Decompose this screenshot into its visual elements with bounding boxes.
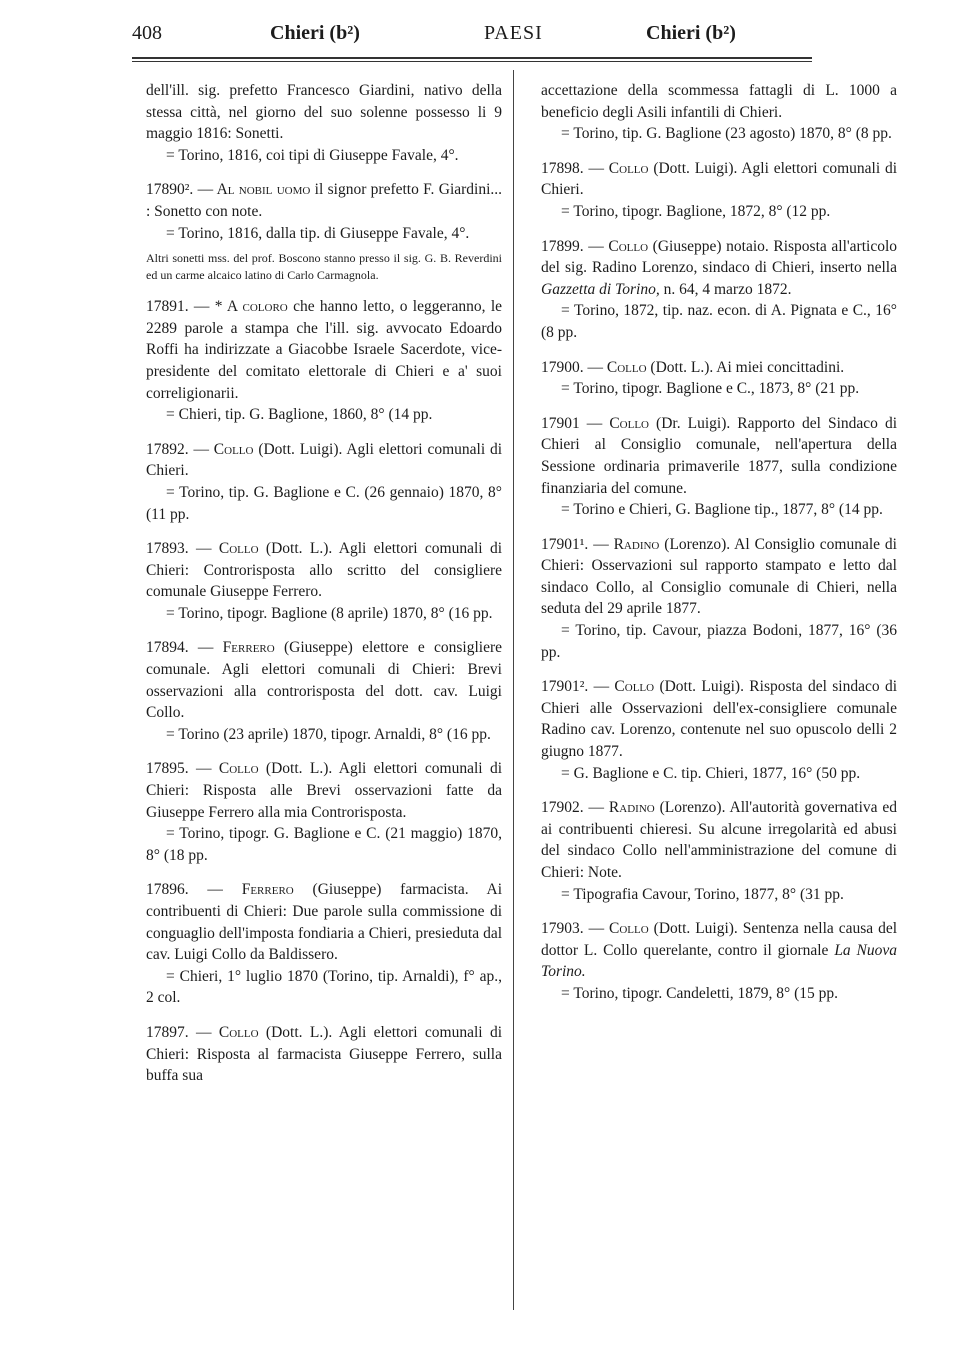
entry-continuation — [146, 80, 502, 166]
entry-number: 17891. — [146, 298, 189, 316]
entry-imprint: = Chieri, 1° luglio 1870 (Torino, tip. Arnaldi), f° ap., 2 col. — [146, 967, 502, 1007]
entry-body: (Dott. Luigi). Sentenza nella causa del dottor L. Collo querelante, contro il giornale — [541, 920, 898, 959]
right-column — [541, 80, 897, 1018]
entry-body: (Dott. Luigi). Risposta del sindaco di Chieri alle Osservazioni dell'ex-consigliere comunale Radino cav. Lorenzo, contenute nel suo opuscolo delli 2 giugno 1877. — [541, 678, 898, 761]
entry-number: 17893. — [146, 540, 189, 558]
entry-lead: — Collo — [588, 920, 649, 938]
entry-17893 — [146, 538, 502, 624]
entry-17890-2 — [146, 179, 502, 283]
entry-lead: — Al nobil uomo — [197, 181, 311, 199]
entry-imprint: = Torino, tipogr. Candeletti, 1879, 8° (15 pp. — [561, 984, 839, 1002]
entry-imprint: = Torino e Chieri, G. Baglione tip., 1877, 8° (14 pp. — [561, 501, 883, 519]
entry-body-end: n. 64, 4 marzo 1872. — [663, 280, 792, 298]
entry-number: 17901². — [541, 678, 589, 696]
entry-lead: — Ferrero — [197, 639, 275, 657]
entry-imprint: = G. Baglione e C. tip. Chieri, 1877, 16° (50 pp. — [561, 764, 861, 782]
entry-imprint: = Torino (23 aprile) 1870, tipogr. Arnaldi, 8° (16 pp. — [166, 725, 491, 743]
entry-body: (Giuseppe) farmacista. Ai contribuenti di Chieri: Due parole sulla commissione di conguaglio dell'imposta fondiaria a Chieri, presieduta dal cav. Luigi Collo da Baldissero. — [146, 881, 503, 964]
entry-17895 — [146, 758, 502, 866]
entry-lead: — * A coloro — [193, 298, 288, 316]
entry-body: (Dott. Luigi). Agli elettori comunali di Chieri. — [541, 159, 898, 199]
entry-17894 — [146, 637, 502, 745]
entry-lead: — Collo — [588, 159, 649, 177]
entry-imprint: = Torino, tipogr. Baglione (8 aprile) 1870, 8° (16 pp. — [166, 604, 493, 622]
entry-italic-title: Gazzetta di Torino, — [541, 280, 660, 298]
entry-17900 — [541, 357, 897, 400]
entry-lead: — Radino — [593, 535, 660, 553]
entry-number: 17897. — [146, 1023, 189, 1041]
entry-body: (Dott. L.). Ai miei concittadini. — [650, 358, 845, 376]
entry-imprint: = Chieri, tip. G. Baglione, 1860, 8° (14 pp. — [166, 406, 433, 424]
entry-number: 17899. — [541, 237, 584, 255]
page-number: 408 — [132, 22, 162, 44]
entry-17903 — [541, 918, 897, 1004]
entry-body: (Dott. Luigi). Agli elettori comunali di Chieri. — [146, 440, 503, 480]
entry-body: (Lorenzo). Al Consiglio comunale di Chieri: Osservazioni sul rapporto stampato e letto dal sindaco Collo, al Consiglio comunale di Chieri, nella seduta del 29 aprile 1877. — [541, 535, 897, 618]
entry-17901-2 — [541, 676, 897, 784]
entry-continuation — [541, 80, 897, 145]
entry-body: il signor prefetto F. Giardini... : Sonetto con note. — [146, 181, 503, 220]
column-divider — [513, 70, 514, 1310]
header-center-title: PAESI — [484, 22, 543, 44]
entry-lead: — Radino — [588, 799, 655, 817]
header-right-title: Chieri (b²) — [646, 22, 736, 44]
entry-lead: — Collo — [196, 760, 259, 778]
entry-17892 — [146, 439, 502, 525]
entry-number: 17890². — [146, 181, 194, 199]
entry-imprint: = Torino, tip. G. Baglione (23 agosto) 1870, 8° (8 pp. — [561, 125, 892, 143]
entry-number: 17898. — [541, 159, 584, 177]
entry-lead: — Collo — [193, 440, 254, 458]
entry-body: (Giuseppe) notaio. Risposta all'articolo del sig. Radino Lorenzo, sindaco di Chieri, inserto nella — [541, 237, 898, 277]
header-left-title: Chieri (b²) — [270, 22, 360, 44]
entry-imprint: = Torino, 1816, coi tipi di Giuseppe Favale, 4°. — [166, 146, 459, 164]
entry-17891 — [146, 296, 502, 426]
entry-17898 — [541, 158, 897, 223]
entry-17899 — [541, 236, 897, 344]
entry-body: (Giuseppe) elettore e consigliere comunale. Agli elettori comunali di Chieri: Brevi osservazioni alla controrisposta del dott. cav. Luigi Collo. — [146, 639, 503, 722]
entry-number: 17903. — [541, 920, 584, 938]
entry-imprint: = Tipografia Cavour, Torino, 1877, 8° (31 pp. — [561, 885, 844, 903]
entry-body: (Dott. L.). Agli elettori comunali di Chieri: Controrisposta allo scritto del consigliere comunale Giuseppe Ferrero. — [146, 540, 503, 601]
entry-17902 — [541, 797, 897, 905]
entry-17901 — [541, 413, 897, 521]
running-header — [132, 20, 812, 54]
entry-imprint: = Torino, tipogr. G. Baglione e C. (21 maggio) 1870, 8° (18 pp. — [146, 825, 502, 864]
entry-number: 17901 — [541, 414, 580, 432]
entry-lead: — Collo — [196, 540, 259, 558]
entry-imprint: = Torino, 1816, dalla tip. di Giuseppe Favale, 4°. — [166, 224, 470, 242]
entry-body: (Dr. Luigi). Rapporto del Sindaco di Chieri al Consiglio comunale, nell'apertura della Sessione ordinaria primaverile 1877, sulla condizione finanziaria del comune. — [541, 414, 898, 497]
entry-lead: — Collo — [196, 1023, 259, 1041]
entry-number: 17901¹. — [541, 535, 589, 553]
entry-number: 17894. — [146, 639, 189, 657]
entry-imprint: = Torino, 1872, tip. naz. econ. di A. Pignata e C., 16° (8 pp. — [541, 302, 897, 341]
entry-lead: — Collo — [588, 237, 649, 255]
entry-imprint: = Torino, tipogr. Baglione, 1872, 8° (12 pp. — [561, 202, 831, 220]
entry-imprint: = Torino, tipogr. Baglione e C., 1873, 8° (21 pp. — [561, 380, 860, 398]
entry-note: Altri sonetti mss. del prof. Boscono stanno presso il sig. G. B. Reverdini ed un carme alcaico latino di Carlo Carmagnola. — [146, 251, 502, 282]
entry-body: che hanno letto, o leggeranno, le 2289 parole a stampa che l'ill. sig. avvocato Edoardo Roffi ha indirizzate a Giacobbe Israele Sacerdote, vice-presidente del comitato elettorale di Chieri e a' suoi correligionarii. — [146, 298, 503, 402]
entry-lead: — Collo — [593, 678, 655, 696]
header-rule — [132, 57, 812, 62]
entry-number: 17895. — [146, 760, 189, 778]
left-column — [146, 80, 502, 1100]
entry-17897 — [146, 1022, 502, 1087]
entry-number: 17896. — [146, 881, 189, 899]
entry-body: accettazione della scommessa fattagli di L. 1000 a beneficio degli Asili infantili di Chieri. — [541, 82, 897, 121]
entry-italic-title: La Nuova Torino. — [541, 941, 898, 981]
entry-imprint: = Torino, tip. G. Baglione e C. (26 gennaio) 1870, 8° (11 pp. — [146, 483, 502, 523]
entry-imprint: = Torino, tip. Cavour, piazza Bodoni, 1877, 16° (36 pp. — [541, 622, 897, 661]
entry-17896 — [146, 879, 502, 1009]
entry-number: 17900. — [541, 358, 584, 376]
entry-number: 17892. — [146, 440, 189, 458]
entry-body: (Dott. L.). Agli elettori comunali di Chieri: Risposta alle Brevi osservazioni fatte da Giuseppe Ferrero alla mia Controrisposta. — [146, 760, 503, 821]
entry-lead: — Ferrero — [207, 881, 294, 899]
entry-body: dell'ill. sig. prefetto Francesco Giardini, nativo della stessa città, nel giorno del suo solenne possesso li 9 maggio 1816: Sonetti. — [146, 82, 502, 143]
entry-number: 17902. — [541, 799, 584, 817]
entry-17901-1 — [541, 534, 897, 664]
entry-lead: — Collo — [587, 358, 647, 376]
entry-lead: — Collo — [586, 414, 649, 432]
entry-body: (Dott. L.). Agli elettori comunali di Chieri: Risposta al farmacista Giuseppe Ferrero, sulla buffa sua — [146, 1023, 503, 1085]
entry-body: (Lorenzo). All'autorità governativa ed ai contribuenti chieresi. Su alcune irregolarità ed abusi del sindaco Collo nell'amministrazione del comune di Chieri: Note. — [541, 799, 898, 881]
